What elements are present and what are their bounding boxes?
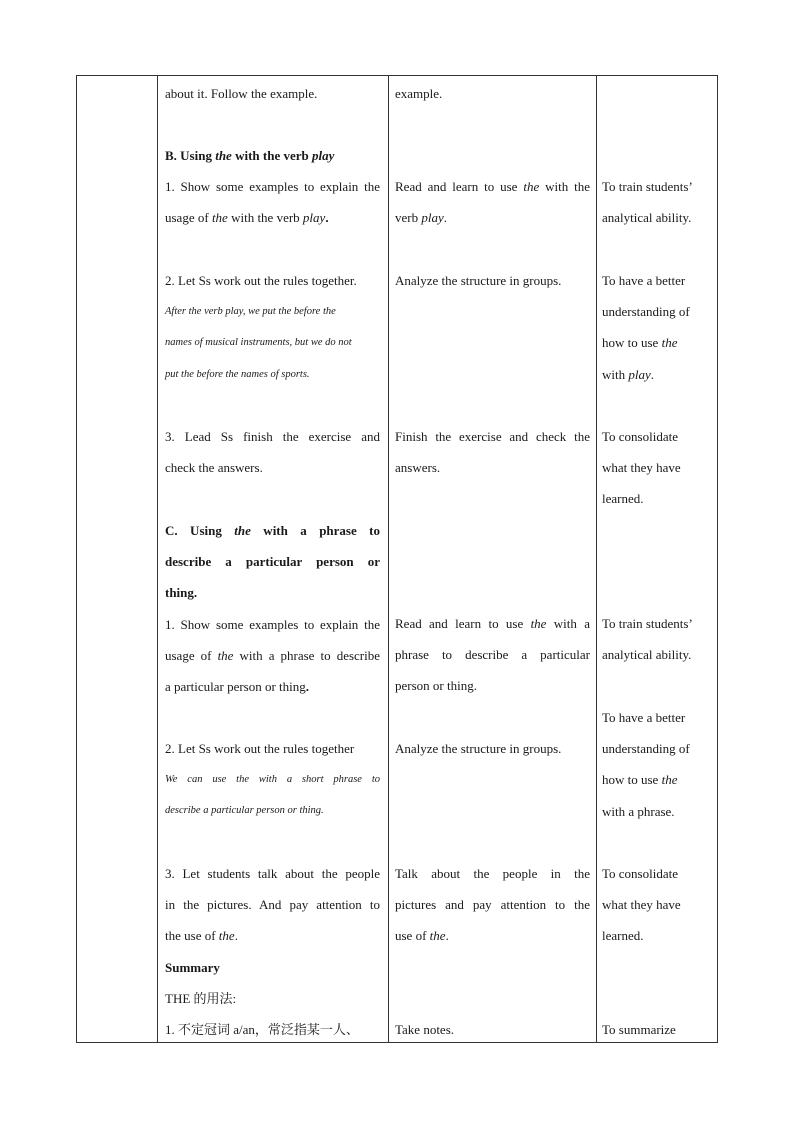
c2-note-line: describe a particular person or thing.: [165, 805, 324, 817]
b2-purpose-line: how to use the: [602, 335, 678, 351]
b2-purpose-line: To have a better: [602, 273, 686, 288]
b3-teacher: [157, 421, 388, 483]
c1-purpose-line: analytical ability.: [602, 647, 692, 663]
section-c-heading-line: C. Using the with a phrase to: [165, 523, 380, 538]
c2-purpose-line: To have a better: [602, 710, 686, 725]
student-activity-column: [388, 76, 596, 1042]
b2-purpose-line: with play.: [602, 366, 655, 382]
summary-student-text: Take notes.: [395, 1022, 455, 1037]
c2-purpose: [596, 702, 719, 827]
c1-student-line: person or thing.: [395, 678, 477, 694]
b2-teacher-text: 2. Let Ss work out the rules together.: [165, 273, 357, 288]
b3-purpose-line: learned.: [602, 491, 644, 507]
b2-purpose-line: understanding of: [602, 304, 690, 320]
c1-student: [388, 608, 596, 702]
cont-teacher-cell: [157, 78, 388, 109]
c3-teacher-line: 3. Let students talk about the people: [165, 866, 380, 881]
c2-student: [388, 733, 596, 764]
c3-student-line: pictures and pay attention to the: [395, 897, 590, 913]
c1-purpose: [596, 608, 719, 670]
b3-student-line: answers.: [395, 460, 441, 476]
summary-purpose-text: To summarize: [602, 1022, 676, 1037]
c1-student-line: phrase to describe a particular: [395, 647, 590, 663]
c2-purpose-line: with a phrase.: [602, 803, 675, 819]
c1-teacher-line: usage of the with a phrase to describe: [165, 647, 380, 663]
c2-student-text: Analyze the structure in groups.: [395, 741, 562, 756]
section-c-heading: [157, 515, 388, 702]
c1-student-line: Read and learn to use the with a: [395, 616, 590, 631]
c3-purpose: [596, 858, 719, 952]
b3-purpose: [596, 421, 719, 515]
section-c-heading-line: thing.: [165, 585, 198, 601]
b1-teacher-line: 1. Show some examples to explain the: [165, 179, 380, 195]
c3-teacher: [157, 858, 388, 1045]
c3-student-line: Talk about the people in the: [395, 866, 590, 881]
b3-teacher-line: 3. Lead Ss finish the exercise and: [165, 429, 380, 444]
summary-line: THE 的用法:: [165, 990, 237, 1006]
c1-teacher-line: 1. Show some examples to explain the: [165, 616, 380, 632]
lesson-plan-table: [76, 75, 718, 1043]
summary-line: 1. 不定冠词 a/an，常泛指某一人、: [165, 1022, 359, 1038]
c2-note-line: We can use the with a short phrase to: [165, 774, 380, 786]
summary-student: [388, 1014, 596, 1045]
c2-teacher: [157, 733, 388, 827]
b2-student-text: Analyze the structure in groups.: [395, 273, 562, 288]
cont-student-cell: [388, 78, 596, 109]
b1-teacher-line: usage of the with the verb play.: [165, 210, 329, 226]
section-c-heading-line: describe a particular person or: [165, 554, 380, 570]
b1-student-line: verb play.: [395, 210, 447, 226]
section-b-teacher: [157, 140, 388, 234]
c3-teacher-line: the use of the.: [165, 928, 238, 944]
c1-purpose-line: To train students’: [602, 616, 693, 631]
c2-purpose-line: understanding of: [602, 741, 690, 757]
c3-purpose-line: To consolidate: [602, 866, 678, 881]
c3-student: [388, 858, 596, 952]
c3-student-line: use of the.: [395, 928, 449, 944]
c1-teacher-line: a particular person or thing.: [165, 679, 310, 695]
b3-student-line: Finish the exercise and check the: [395, 429, 590, 444]
b1-purpose: [596, 171, 719, 233]
c3-teacher-line: in the pictures. And pay attention to: [165, 897, 380, 913]
b2-purpose: [596, 265, 719, 390]
summary-purpose: [596, 1014, 719, 1045]
b3-purpose-line: what they have: [602, 460, 681, 476]
cont-teacher-text: about it. Follow the example.: [165, 86, 318, 101]
purpose-column: [596, 76, 719, 1042]
c2-teacher-text: 2. Let Ss work out the rules together: [165, 741, 355, 756]
cont-student-text: example.: [395, 86, 443, 101]
summary-heading: Summary: [165, 959, 220, 975]
b1-student-line: Read and learn to use the with the: [395, 179, 591, 194]
c3-purpose-line: what they have: [602, 897, 681, 913]
b2-teacher: [157, 265, 388, 390]
b2-note-line: put the before the names of sports.: [165, 368, 310, 380]
c2-purpose-line: how to use the: [602, 772, 678, 788]
b1-purpose-line: analytical ability.: [602, 210, 692, 226]
section-b-heading: B. Using the with the verb play: [165, 148, 335, 163]
teacher-activity-column: [157, 76, 388, 1042]
c3-purpose-line: learned.: [602, 928, 644, 944]
b1-purpose-line: To train students’: [602, 179, 693, 194]
b2-student: [388, 265, 596, 296]
b1-student: [388, 171, 596, 233]
b3-student: [388, 421, 596, 483]
b3-teacher-line: check the answers.: [165, 460, 263, 476]
b3-purpose-line: To consolidate: [602, 429, 678, 444]
b2-note-line: names of musical instruments, but we do not: [165, 337, 352, 349]
b2-note-line: After the verb play, we put the before the: [165, 306, 336, 318]
